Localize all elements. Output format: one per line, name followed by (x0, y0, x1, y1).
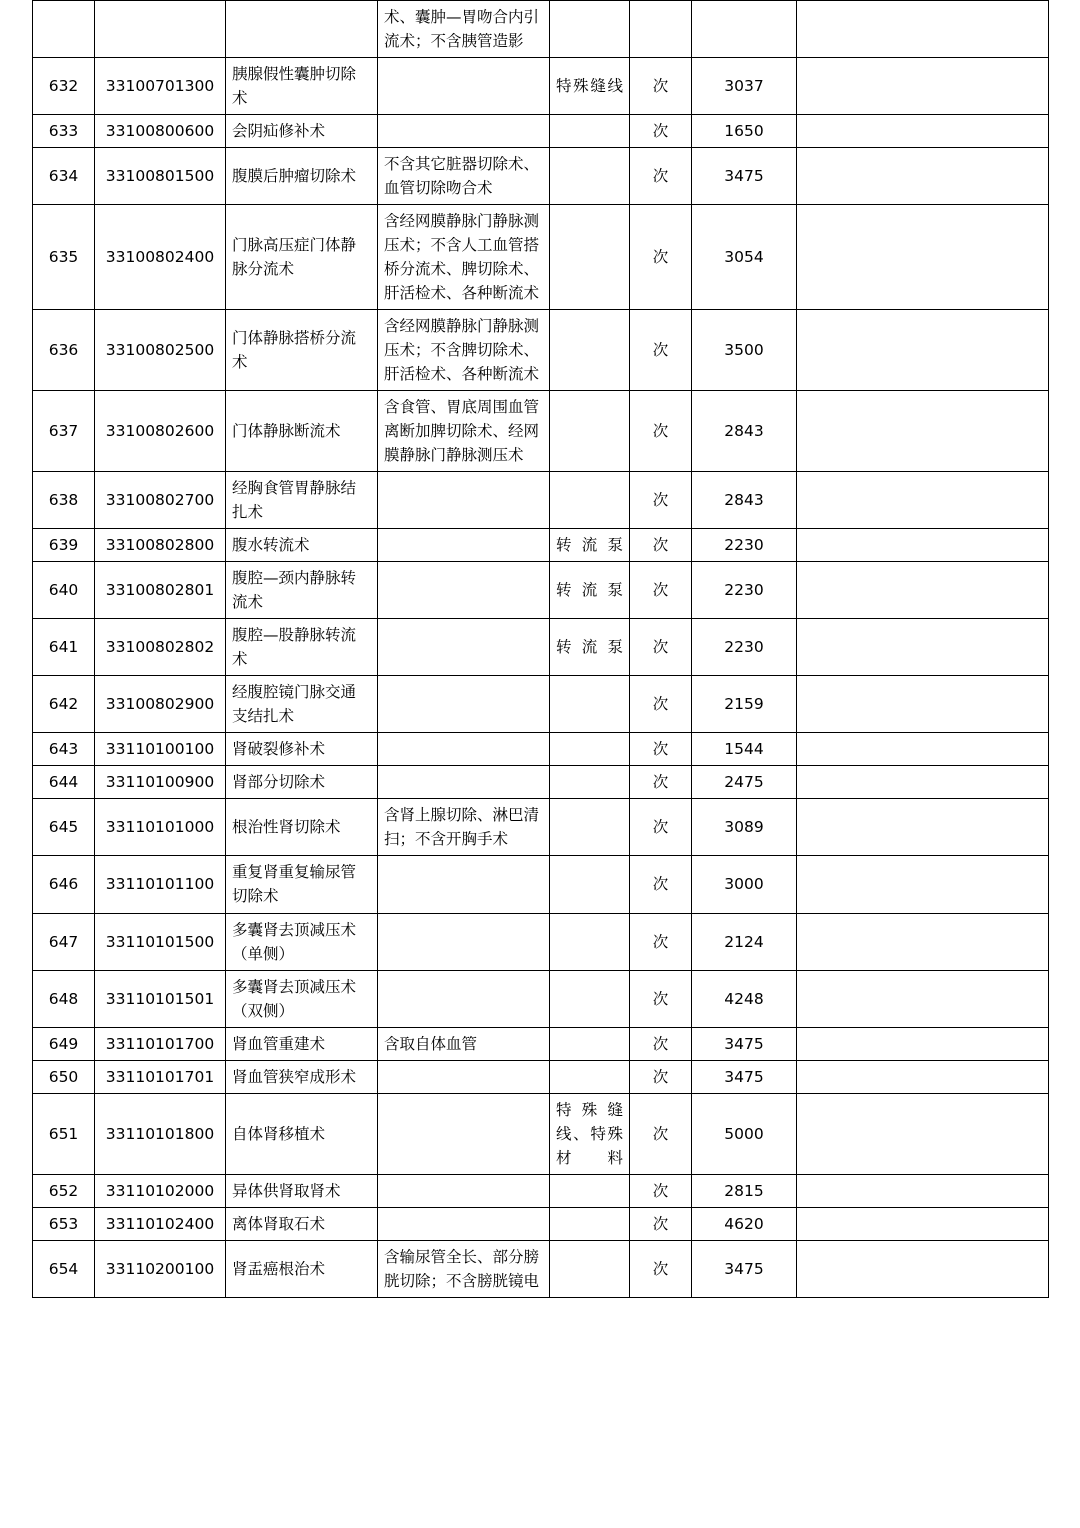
table-row (33, 1060, 1049, 1093)
cell-code: 33110101100 (95, 856, 226, 913)
cell-excl (550, 1207, 630, 1240)
cell-price: 5000 (692, 1093, 797, 1174)
cell-name: 会阴疝修补术 (226, 115, 378, 148)
cell-price: 2230 (692, 619, 797, 676)
medical-price-table (32, 0, 1049, 1298)
cell-excl: 特殊缝线、特殊材料 (550, 1093, 630, 1174)
cell-code: 33100802900 (95, 676, 226, 733)
cell-unit: 次 (630, 1240, 692, 1297)
cell-desc (378, 58, 550, 115)
cell-excl (550, 799, 630, 856)
cell-note (797, 1060, 1049, 1093)
cell-name: 多囊肾去顶减压术（双侧） (226, 970, 378, 1027)
cell-code: 33110101501 (95, 970, 226, 1027)
cell-price: 2159 (692, 676, 797, 733)
table-row (33, 619, 1049, 676)
cell-price: 2815 (692, 1174, 797, 1207)
cell-unit: 次 (630, 1174, 692, 1207)
cell-unit: 次 (630, 913, 692, 970)
cell-code: 33100800600 (95, 115, 226, 148)
cell-price: 3475 (692, 1060, 797, 1093)
cell-name: 经胸食管胃静脉结扎术 (226, 472, 378, 529)
table-row (33, 676, 1049, 733)
cell-unit: 次 (630, 391, 692, 472)
cell-name: 经腹腔镜门脉交通支结扎术 (226, 676, 378, 733)
cell-name: 胰腺假性囊肿切除术 (226, 58, 378, 115)
cell-unit: 次 (630, 733, 692, 766)
cell-code: 33100802700 (95, 472, 226, 529)
table-row (33, 1240, 1049, 1297)
cell-name: 多囊肾去顶减压术（单侧） (226, 913, 378, 970)
cell-price: 3475 (692, 1027, 797, 1060)
cell-note (797, 970, 1049, 1027)
cell-unit: 次 (630, 472, 692, 529)
cell-desc: 含肾上腺切除、淋巴清扫；不含开胸手术 (378, 799, 550, 856)
table-body (33, 1, 1049, 1298)
table-row (33, 1207, 1049, 1240)
cell-price: 3054 (692, 205, 797, 310)
cell-seq: 641 (33, 619, 95, 676)
cell-desc (378, 1174, 550, 1207)
cell-seq: 639 (33, 529, 95, 562)
table-row (33, 310, 1049, 391)
cell-unit: 次 (630, 115, 692, 148)
cell-desc (378, 562, 550, 619)
table-row-continuation (33, 1, 1049, 58)
cell-code (95, 1, 226, 58)
cell-price: 3000 (692, 856, 797, 913)
cell-excl (550, 1174, 630, 1207)
cell-note (797, 115, 1049, 148)
cell-note (797, 562, 1049, 619)
cell-seq: 643 (33, 733, 95, 766)
cell-note (797, 856, 1049, 913)
cell-seq: 632 (33, 58, 95, 115)
table-row (33, 1174, 1049, 1207)
cell-seq: 650 (33, 1060, 95, 1093)
cell-desc (378, 115, 550, 148)
cell-code: 33110102400 (95, 1207, 226, 1240)
cell-desc: 含取自体血管 (378, 1027, 550, 1060)
cell-code: 33110101701 (95, 1060, 226, 1093)
table-row (33, 562, 1049, 619)
table-row (33, 970, 1049, 1027)
cell-name: 腹水转流术 (226, 529, 378, 562)
cell-code: 33110200100 (95, 1240, 226, 1297)
cell-price: 3475 (692, 1240, 797, 1297)
cell-note (797, 391, 1049, 472)
cell-note (797, 1093, 1049, 1174)
cell-seq: 647 (33, 913, 95, 970)
cell-note (797, 529, 1049, 562)
cell-seq (33, 1, 95, 58)
cell-seq: 642 (33, 676, 95, 733)
cell-code: 33100802500 (95, 310, 226, 391)
cell-code: 33110101000 (95, 799, 226, 856)
cell-desc (378, 733, 550, 766)
cell-code: 33100801500 (95, 148, 226, 205)
cell-unit: 次 (630, 799, 692, 856)
cell-seq: 635 (33, 205, 95, 310)
cell-desc (378, 913, 550, 970)
cell-note (797, 913, 1049, 970)
cell-code: 33100802800 (95, 529, 226, 562)
cell-seq: 637 (33, 391, 95, 472)
cell-seq: 652 (33, 1174, 95, 1207)
cell-unit (630, 1, 692, 58)
cell-excl (550, 913, 630, 970)
cell-seq: 654 (33, 1240, 95, 1297)
cell-seq: 649 (33, 1027, 95, 1060)
cell-excl (550, 115, 630, 148)
cell-excl (550, 766, 630, 799)
cell-desc (378, 1093, 550, 1174)
cell-seq: 644 (33, 766, 95, 799)
cell-price: 1544 (692, 733, 797, 766)
cell-unit: 次 (630, 205, 692, 310)
cell-seq: 653 (33, 1207, 95, 1240)
cell-excl (550, 1240, 630, 1297)
cell-note (797, 310, 1049, 391)
cell-price: 1650 (692, 115, 797, 148)
cell-unit: 次 (630, 970, 692, 1027)
cell-name: 门体静脉搭桥分流术 (226, 310, 378, 391)
cell-seq: 646 (33, 856, 95, 913)
cell-note (797, 766, 1049, 799)
cell-excl: 转流泵 (550, 529, 630, 562)
cell-seq: 633 (33, 115, 95, 148)
cell-excl (550, 310, 630, 391)
cell-name: 肾破裂修补术 (226, 733, 378, 766)
cell-code: 33110101800 (95, 1093, 226, 1174)
cell-price (692, 1, 797, 58)
cell-code: 33110101500 (95, 913, 226, 970)
cell-seq: 634 (33, 148, 95, 205)
cell-excl (550, 676, 630, 733)
cell-unit: 次 (630, 529, 692, 562)
cell-excl (550, 148, 630, 205)
cell-price: 3089 (692, 799, 797, 856)
cell-name: 异体供肾取肾术 (226, 1174, 378, 1207)
cell-code: 33110101700 (95, 1027, 226, 1060)
cell-seq: 648 (33, 970, 95, 1027)
cell-price: 2124 (692, 913, 797, 970)
cell-desc: 含经网膜静脉门静脉测压术；不含脾切除术、肝活检术、各种断流术 (378, 310, 550, 391)
table-row (33, 913, 1049, 970)
cell-unit: 次 (630, 1060, 692, 1093)
cell-desc: 含食管、胃底周围血管离断加脾切除术、经网膜静脉门静脉测压术 (378, 391, 550, 472)
cell-name: 根治性肾切除术 (226, 799, 378, 856)
cell-excl (550, 472, 630, 529)
cell-name: 重复肾重复输尿管切除术 (226, 856, 378, 913)
cell-code: 33100701300 (95, 58, 226, 115)
cell-name: 门脉高压症门体静脉分流术 (226, 205, 378, 310)
cell-unit: 次 (630, 1207, 692, 1240)
cell-desc (378, 766, 550, 799)
cell-note (797, 1, 1049, 58)
cell-note (797, 1240, 1049, 1297)
cell-unit: 次 (630, 856, 692, 913)
cell-name: 门体静脉断流术 (226, 391, 378, 472)
cell-name: 腹腔—颈内静脉转流术 (226, 562, 378, 619)
cell-excl (550, 391, 630, 472)
cell-note (797, 1027, 1049, 1060)
cell-seq: 645 (33, 799, 95, 856)
table-row (33, 391, 1049, 472)
cell-code: 33100802802 (95, 619, 226, 676)
cell-desc: 含输尿管全长、部分膀胱切除；不含膀胱镜电 (378, 1240, 550, 1297)
cell-name: 肾部分切除术 (226, 766, 378, 799)
cell-desc (378, 1207, 550, 1240)
cell-excl (550, 1060, 630, 1093)
cell-desc (378, 472, 550, 529)
cell-note (797, 205, 1049, 310)
cell-price: 2230 (692, 529, 797, 562)
cell-unit: 次 (630, 676, 692, 733)
table-row (33, 205, 1049, 310)
cell-price: 2843 (692, 391, 797, 472)
table-row (33, 799, 1049, 856)
cell-name (226, 1, 378, 58)
cell-desc (378, 619, 550, 676)
table-row (33, 733, 1049, 766)
cell-desc (378, 1060, 550, 1093)
cell-note (797, 472, 1049, 529)
table-row (33, 148, 1049, 205)
cell-price: 4248 (692, 970, 797, 1027)
cell-excl (550, 970, 630, 1027)
cell-note (797, 1207, 1049, 1240)
cell-excl (550, 1027, 630, 1060)
cell-desc (378, 676, 550, 733)
table-row (33, 472, 1049, 529)
cell-desc (378, 529, 550, 562)
cell-excl (550, 1, 630, 58)
cell-name: 肾血管重建术 (226, 1027, 378, 1060)
cell-unit: 次 (630, 148, 692, 205)
table-row (33, 766, 1049, 799)
cell-note (797, 619, 1049, 676)
cell-code: 33110100900 (95, 766, 226, 799)
cell-note (797, 148, 1049, 205)
cell-excl (550, 205, 630, 310)
table-row (33, 856, 1049, 913)
table-row (33, 1027, 1049, 1060)
cell-note (797, 1174, 1049, 1207)
table-row (33, 115, 1049, 148)
cell-excl: 转流泵 (550, 562, 630, 619)
cell-code: 33100802400 (95, 205, 226, 310)
cell-code: 33100802801 (95, 562, 226, 619)
cell-note (797, 733, 1049, 766)
cell-unit: 次 (630, 619, 692, 676)
cell-name: 肾血管狭窄成形术 (226, 1060, 378, 1093)
cell-name: 自体肾移植术 (226, 1093, 378, 1174)
cell-name: 离体肾取石术 (226, 1207, 378, 1240)
cell-name: 肾盂癌根治术 (226, 1240, 378, 1297)
cell-code: 33100802600 (95, 391, 226, 472)
cell-code: 33110100100 (95, 733, 226, 766)
cell-desc (378, 970, 550, 1027)
cell-unit: 次 (630, 1027, 692, 1060)
cell-seq: 638 (33, 472, 95, 529)
cell-price: 3500 (692, 310, 797, 391)
cell-name: 腹腔—股静脉转流术 (226, 619, 378, 676)
cell-unit: 次 (630, 310, 692, 391)
cell-unit: 次 (630, 58, 692, 115)
table-row (33, 529, 1049, 562)
cell-note (797, 58, 1049, 115)
cell-price: 2843 (692, 472, 797, 529)
table-row (33, 1093, 1049, 1174)
cell-unit: 次 (630, 766, 692, 799)
cell-desc: 不含其它脏器切除术、血管切除吻合术 (378, 148, 550, 205)
cell-desc: 含经网膜静脉门静脉测压术；不含人工血管搭桥分流术、脾切除术、肝活检术、各种断流术 (378, 205, 550, 310)
cell-price: 2230 (692, 562, 797, 619)
cell-unit: 次 (630, 562, 692, 619)
cell-price: 3475 (692, 148, 797, 205)
cell-name: 腹膜后肿瘤切除术 (226, 148, 378, 205)
cell-price: 3037 (692, 58, 797, 115)
cell-code: 33110102000 (95, 1174, 226, 1207)
cell-desc: 术、囊肿—胃吻合内引流术；不含胰管造影 (378, 1, 550, 58)
cell-desc (378, 856, 550, 913)
table-row (33, 58, 1049, 115)
cell-excl: 特殊缝线 (550, 58, 630, 115)
cell-excl: 转流泵 (550, 619, 630, 676)
cell-excl (550, 733, 630, 766)
cell-seq: 640 (33, 562, 95, 619)
cell-price: 2475 (692, 766, 797, 799)
cell-excl (550, 856, 630, 913)
cell-note (797, 799, 1049, 856)
cell-note (797, 676, 1049, 733)
cell-seq: 636 (33, 310, 95, 391)
cell-unit: 次 (630, 1093, 692, 1174)
cell-seq: 651 (33, 1093, 95, 1174)
cell-price: 4620 (692, 1207, 797, 1240)
